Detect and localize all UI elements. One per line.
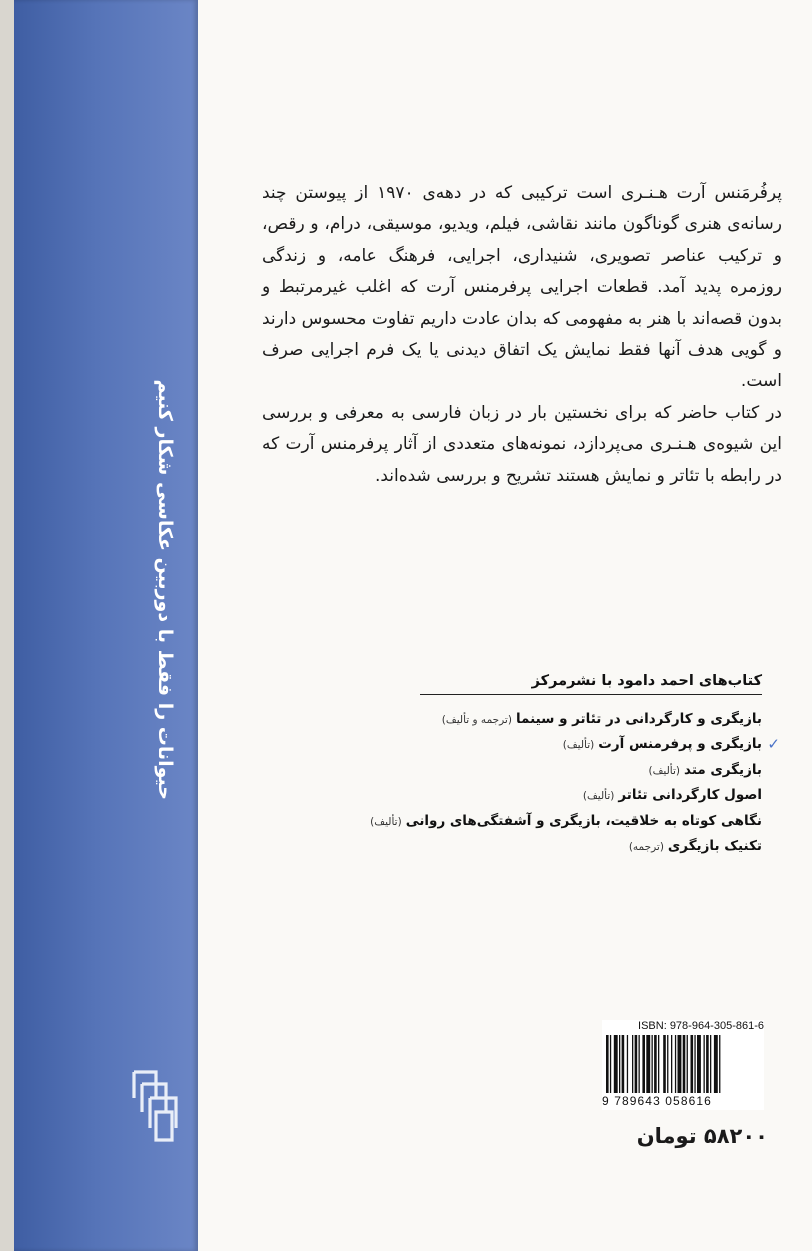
book-title: بازیگری متد xyxy=(684,761,762,778)
book-note: (تألیف) xyxy=(582,790,615,803)
barcode-bar xyxy=(610,1035,611,1093)
barcode-bar xyxy=(691,1035,694,1093)
book-title: تکنیک بازیگری xyxy=(667,838,762,855)
book-item xyxy=(370,809,762,834)
blurb-paragraph-2: در کتاب حاضر که برای نخستین بار در زبان فارسی به معرفی و بررسی این شیوه‌ی هـنـری می‌پردازد، نمونه‌های متعددی از آثار پرفرمنس آرت که در رابطه با تئاتر و نمایش هستند تشریح و بررسی شده‌اند. xyxy=(262,402,782,486)
barcode-bar xyxy=(619,1035,620,1093)
barcode-bar xyxy=(652,1035,653,1093)
check-mark-icon: ✓ xyxy=(767,735,780,754)
price-label: ۵۸۲۰۰ تومان xyxy=(636,1124,768,1148)
barcode-bar xyxy=(654,1035,657,1093)
book-title: اصول کارگردانی تئاتر xyxy=(618,787,762,804)
book-title: بازیگری و پرفرمنس آرت xyxy=(598,736,762,753)
barcode-bar xyxy=(719,1035,720,1093)
spine-title: حیوانات را فقط با دوربین عکاسی شکار کنیم xyxy=(154,379,176,800)
barcode-bars xyxy=(602,1035,764,1093)
barcode-bar xyxy=(632,1035,633,1093)
barcode-bar xyxy=(663,1035,666,1093)
author-books-list xyxy=(370,673,780,859)
barcode-bar xyxy=(606,1035,609,1093)
book-note: (تألیف) xyxy=(370,815,402,828)
book-item xyxy=(420,783,762,808)
barcode-bar xyxy=(639,1035,640,1093)
barcode-bar xyxy=(627,1035,628,1093)
barcode-bar xyxy=(658,1035,659,1093)
barcode-bar xyxy=(671,1035,672,1093)
barcode-bar xyxy=(694,1035,695,1093)
blurb-paragraph-1: پرفُرمَنس آرت هـنـری است ترکیبی که در دهه‌ی ۱۹۷۰ از پیوستن چند رسانه‌ی هنری گوناگون مانند نقاشی، فیلم، ویدیو، موسیقی، درام، و رقص، و ترکیب عناصر تصویری، شنیداری، اجرایی، فرهنگ عامه، و زندگی روزمره پدید آمد. قطعات اجرایی پرفرمنس آرت که اغلب غیرمرتبط و بدون قصه‌اند با هنر به مفهومی که بدان عادت داریم تفاوت محسوس دارند و گویی هدف آنها فقط نمایش یک اتفاق دیدنی یا یک فرم اجرایی صرف است. xyxy=(262,183,782,392)
barcode-bar xyxy=(622,1035,625,1093)
barcode-bar xyxy=(614,1035,618,1093)
barcode-bar xyxy=(714,1035,718,1093)
barcode xyxy=(602,1020,764,1110)
book-item xyxy=(420,834,762,859)
book-title: بازیگری و کارگردانی در تئاتر و سینما xyxy=(515,711,762,727)
book-edge xyxy=(0,0,14,1251)
barcode-bar xyxy=(687,1035,688,1093)
barcode-bar xyxy=(706,1035,709,1093)
barcode-digits: 9 789643 058616 xyxy=(602,1094,712,1108)
barcode-bar xyxy=(678,1035,682,1093)
book-item xyxy=(420,758,762,783)
book-note: (تألیف) xyxy=(562,739,595,752)
book-note: (تألیف) xyxy=(648,764,681,777)
book-note: (ترجمه) xyxy=(628,841,664,854)
books-heading: کتاب‌های احمد دامود با نشرمرکز xyxy=(420,673,762,695)
barcode-bar xyxy=(667,1035,668,1093)
barcode-bar xyxy=(635,1035,638,1093)
barcode-bar xyxy=(697,1035,701,1093)
isbn-label: ISBN: 978-964-305-861-6 xyxy=(638,1020,764,1032)
book-note: (ترجمه و تألیف) xyxy=(441,714,512,726)
barcode-bar xyxy=(683,1035,686,1093)
book-item xyxy=(420,707,762,732)
book-title: نگاهی کوتاه به خلاقیت، بازیگری و آشفتگی‌های روانی xyxy=(405,812,762,829)
barcode-bar xyxy=(710,1035,711,1093)
barcode-bar xyxy=(646,1035,650,1093)
nashr-markaz-logo-icon xyxy=(126,1062,182,1146)
blurb-text xyxy=(262,178,782,492)
barcode-bar xyxy=(642,1035,645,1093)
barcode-bar xyxy=(675,1035,676,1093)
book-item xyxy=(420,732,780,757)
barcode-bar xyxy=(704,1035,705,1093)
